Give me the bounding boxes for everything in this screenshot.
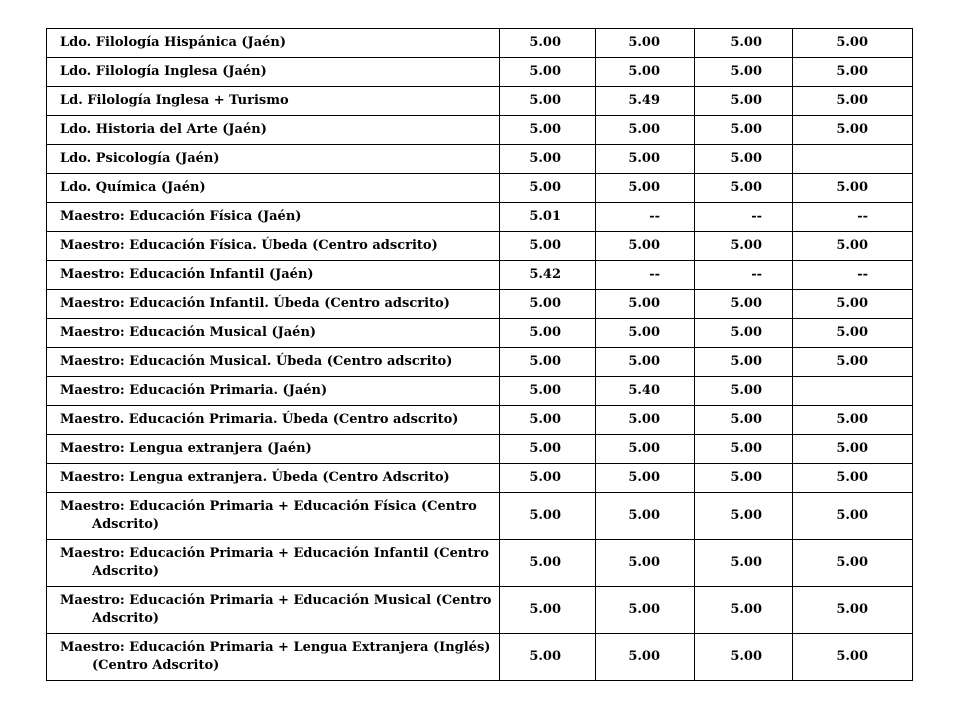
grade-cell-2: 5.00 (596, 464, 695, 493)
table-row (47, 406, 913, 435)
grade-cell-2: 5.00 (596, 58, 695, 87)
grade-cell-4: 5.00 (793, 464, 913, 493)
degree-name-cell: Maestro: Educación Primaria + Educación Infantil (Centro Adscrito) (47, 540, 500, 587)
grade-cell-2: 5.00 (596, 435, 695, 464)
table-row (47, 145, 913, 174)
grade-cell-4: 5.00 (793, 587, 913, 634)
grade-cell-2: 5.00 (596, 116, 695, 145)
grade-cell-1: 5.00 (500, 174, 596, 203)
table-row (47, 174, 913, 203)
degree-name-cell: Ld. Filología Inglesa + Turismo (47, 87, 500, 116)
grade-cell-3: 5.00 (695, 145, 793, 174)
grade-cell-3: 5.00 (695, 174, 793, 203)
grade-cell-1: 5.00 (500, 587, 596, 634)
table-row (47, 540, 913, 587)
grade-cell-3: 5.00 (695, 348, 793, 377)
grade-cell-2: 5.00 (596, 232, 695, 261)
grade-cell-1: 5.00 (500, 319, 596, 348)
degree-name-cell: Maestro: Lengua extranjera (Jaén) (47, 435, 500, 464)
grade-cell-3: 5.00 (695, 116, 793, 145)
grade-cell-1: 5.00 (500, 377, 596, 406)
grade-cell-1: 5.00 (500, 145, 596, 174)
grade-cell-2: 5.00 (596, 348, 695, 377)
grade-cell-2: 5.00 (596, 587, 695, 634)
grade-cell-4: 5.00 (793, 634, 913, 681)
grade-cell-2: 5.00 (596, 493, 695, 540)
grade-cell-2: 5.00 (596, 319, 695, 348)
grade-cell-1: 5.00 (500, 232, 596, 261)
grade-cell-4: 5.00 (793, 174, 913, 203)
grade-cell-1: 5.00 (500, 29, 596, 58)
grade-cell-3: 5.00 (695, 435, 793, 464)
table-row (47, 634, 913, 681)
grade-cell-2: -- (596, 203, 695, 232)
grade-cell-4: 5.00 (793, 58, 913, 87)
grade-cell-3: -- (695, 261, 793, 290)
grade-cell-1: 5.00 (500, 406, 596, 435)
grade-cell-4: 5.00 (793, 29, 913, 58)
grade-cell-4: 5.00 (793, 406, 913, 435)
grade-cell-3: 5.00 (695, 540, 793, 587)
grade-cell-2: 5.00 (596, 634, 695, 681)
table-row (47, 464, 913, 493)
grade-cell-3: 5.00 (695, 58, 793, 87)
grade-cell-4: 5.00 (793, 435, 913, 464)
grade-cell-1: 5.00 (500, 87, 596, 116)
table-row (47, 29, 913, 58)
table-row (47, 87, 913, 116)
grade-cell-4: 5.00 (793, 232, 913, 261)
grade-cell-4: 5.00 (793, 290, 913, 319)
grade-cell-1: 5.00 (500, 348, 596, 377)
grade-cell-1: 5.00 (500, 435, 596, 464)
table-row (47, 116, 913, 145)
grade-cell-1: 5.00 (500, 464, 596, 493)
table-row (47, 290, 913, 319)
grade-cell-4: -- (793, 203, 913, 232)
table-row (47, 319, 913, 348)
grade-cell-1: 5.42 (500, 261, 596, 290)
table-row (47, 493, 913, 540)
grade-cell-3: 5.00 (695, 634, 793, 681)
grade-cell-2: 5.40 (596, 377, 695, 406)
table-row (47, 58, 913, 87)
grade-cell-3: 5.00 (695, 290, 793, 319)
table-row (47, 587, 913, 634)
grades-table-container (46, 28, 912, 681)
grade-cell-1: 5.00 (500, 493, 596, 540)
degree-name-cell: Ldo. Química (Jaén) (47, 174, 500, 203)
degree-name-cell: Maestro: Educación Física (Jaén) (47, 203, 500, 232)
grade-cell-1: 5.00 (500, 634, 596, 681)
degree-name-cell: Maestro: Educación Musical. Úbeda (Centro adscrito) (47, 348, 500, 377)
degree-name-cell: Ldo. Historia del Arte (Jaén) (47, 116, 500, 145)
grade-cell-3: 5.00 (695, 464, 793, 493)
grade-cell-2: 5.00 (596, 540, 695, 587)
grade-cell-4: 5.00 (793, 319, 913, 348)
degree-name-cell: Maestro: Educación Musical (Jaén) (47, 319, 500, 348)
grade-cell-1: 5.00 (500, 540, 596, 587)
grade-cell-3: 5.00 (695, 29, 793, 58)
grade-cell-4 (793, 145, 913, 174)
degree-name-cell: Maestro: Educación Primaria + Educación Física (Centro Adscrito) (47, 493, 500, 540)
degree-name-cell: Maestro: Educación Física. Úbeda (Centro adscrito) (47, 232, 500, 261)
grade-cell-1: 5.00 (500, 290, 596, 319)
grade-cell-3: 5.00 (695, 406, 793, 435)
grade-cell-3: -- (695, 203, 793, 232)
degree-name-cell: Maestro: Educación Infantil (Jaén) (47, 261, 500, 290)
degree-name-cell: Ldo. Filología Inglesa (Jaén) (47, 58, 500, 87)
table-row (47, 435, 913, 464)
grade-cell-3: 5.00 (695, 493, 793, 540)
grade-cell-2: 5.00 (596, 406, 695, 435)
grade-cell-3: 5.00 (695, 377, 793, 406)
grade-cell-3: 5.00 (695, 232, 793, 261)
grade-cell-3: 5.00 (695, 319, 793, 348)
degree-name-cell: Maestro: Lengua extranjera. Úbeda (Centro Adscrito) (47, 464, 500, 493)
grade-cell-4 (793, 377, 913, 406)
grades-table (46, 28, 913, 681)
grade-cell-3: 5.00 (695, 587, 793, 634)
grade-cell-4: 5.00 (793, 540, 913, 587)
grade-cell-1: 5.00 (500, 58, 596, 87)
degree-name-cell: Ldo. Filología Hispánica (Jaén) (47, 29, 500, 58)
grade-cell-2: 5.00 (596, 145, 695, 174)
grade-cell-2: 5.00 (596, 290, 695, 319)
degree-name-cell: Ldo. Psicología (Jaén) (47, 145, 500, 174)
degree-name-cell: Maestro. Educación Primaria. Úbeda (Centro adscrito) (47, 406, 500, 435)
grade-cell-4: -- (793, 261, 913, 290)
grade-cell-4: 5.00 (793, 493, 913, 540)
table-row (47, 377, 913, 406)
table-row (47, 232, 913, 261)
grade-cell-3: 5.00 (695, 87, 793, 116)
table-row (47, 348, 913, 377)
grade-cell-1: 5.01 (500, 203, 596, 232)
grade-cell-2: -- (596, 261, 695, 290)
grade-cell-4: 5.00 (793, 116, 913, 145)
grade-cell-4: 5.00 (793, 87, 913, 116)
grade-cell-2: 5.49 (596, 87, 695, 116)
grade-cell-2: 5.00 (596, 174, 695, 203)
degree-name-cell: Maestro: Educación Primaria + Educación Musical (Centro Adscrito) (47, 587, 500, 634)
table-row (47, 261, 913, 290)
degree-name-cell: Maestro: Educación Infantil. Úbeda (Centro adscrito) (47, 290, 500, 319)
grade-cell-1: 5.00 (500, 116, 596, 145)
grade-cell-2: 5.00 (596, 29, 695, 58)
grade-cell-4: 5.00 (793, 348, 913, 377)
degree-name-cell: Maestro: Educación Primaria + Lengua Extranjera (Inglés)(Centro Adscrito) (47, 634, 500, 681)
degree-name-cell: Maestro: Educación Primaria. (Jaén) (47, 377, 500, 406)
table-row (47, 203, 913, 232)
